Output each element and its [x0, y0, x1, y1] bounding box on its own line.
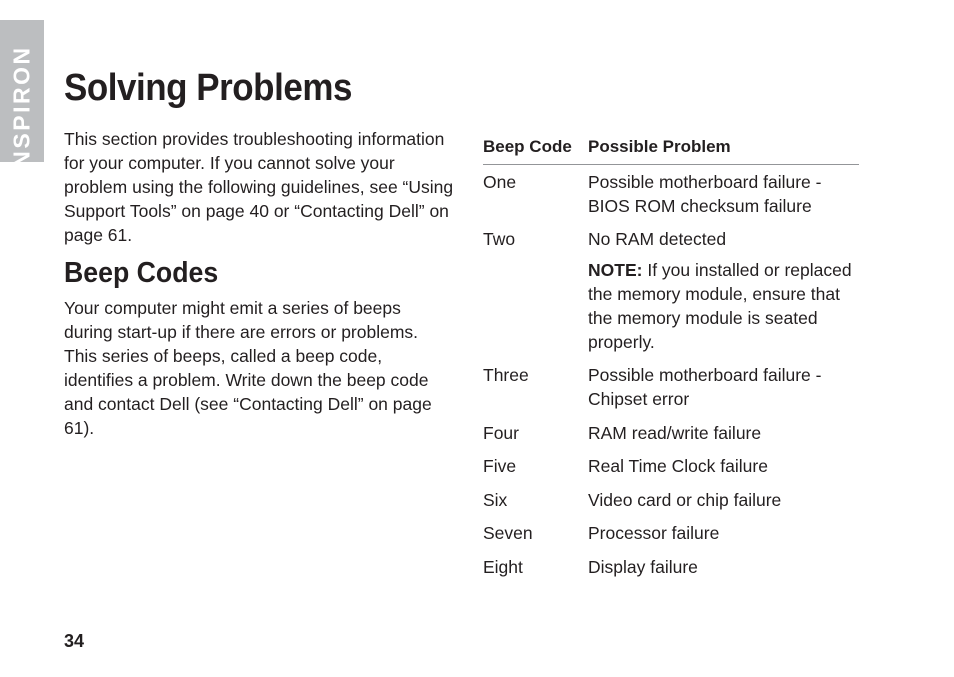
possible-problem: Processor failure	[588, 523, 720, 543]
beep-code: Seven	[483, 523, 533, 543]
beep-code: Two	[483, 229, 516, 249]
table-row	[483, 488, 859, 512]
note-label: NOTE:	[588, 260, 643, 280]
header-possible-problem: Possible Problem	[588, 137, 731, 156]
beep-code: One	[483, 172, 517, 192]
beep-code-table	[483, 135, 859, 579]
table-row	[483, 454, 859, 478]
note	[588, 258, 859, 354]
possible-problem: Video card or chip failure	[588, 490, 782, 510]
possible-problem: Display failure	[588, 557, 698, 577]
table-row	[483, 227, 859, 354]
side-tab	[0, 20, 44, 177]
possible-problem: No RAM detected	[588, 229, 727, 249]
table-row	[483, 170, 859, 218]
page-number: 34	[64, 631, 85, 651]
table-row	[483, 363, 859, 411]
beep-code: Four	[483, 423, 519, 443]
possible-problem: Possible motherboard failure - BIOS ROM checksum failure	[588, 172, 822, 216]
section-title: Beep Codes	[64, 257, 219, 289]
possible-problem: Possible motherboard failure - Chipset error	[588, 365, 822, 409]
possible-problem-cell	[588, 227, 859, 354]
page-title: Solving Problems	[64, 67, 352, 109]
header-beep-code: Beep Code	[483, 137, 572, 156]
possible-problem: Real Time Clock failure	[588, 456, 768, 476]
table-row	[483, 555, 859, 579]
intro-paragraph: This section provides troubleshooting information for your computer. If you cannot solve your problem using the following guidelines, see “Using Support Tools” on page 40 or “Contacting Dell” on page 61.	[64, 129, 454, 245]
possible-problem: RAM read/write failure	[588, 423, 762, 443]
side-tab-label: INSPIRON	[8, 45, 35, 177]
section-paragraph: Your computer might emit a series of beeps during start-up if there are errors or problems. This series of beeps, called a beep code, identifies a problem. Write down the beep code and contact Dell (see “Contacting Dell” on page 61).	[64, 298, 432, 438]
beep-code: Three	[483, 365, 529, 385]
note-text: If you installed or replaced the memory module, ensure that the memory module is seated properly.	[588, 260, 852, 352]
table-row	[483, 421, 859, 445]
beep-code: Five	[483, 456, 517, 476]
table-row	[483, 521, 859, 545]
beep-code: Six	[483, 490, 508, 510]
table-header	[483, 135, 859, 165]
beep-code: Eight	[483, 557, 523, 577]
